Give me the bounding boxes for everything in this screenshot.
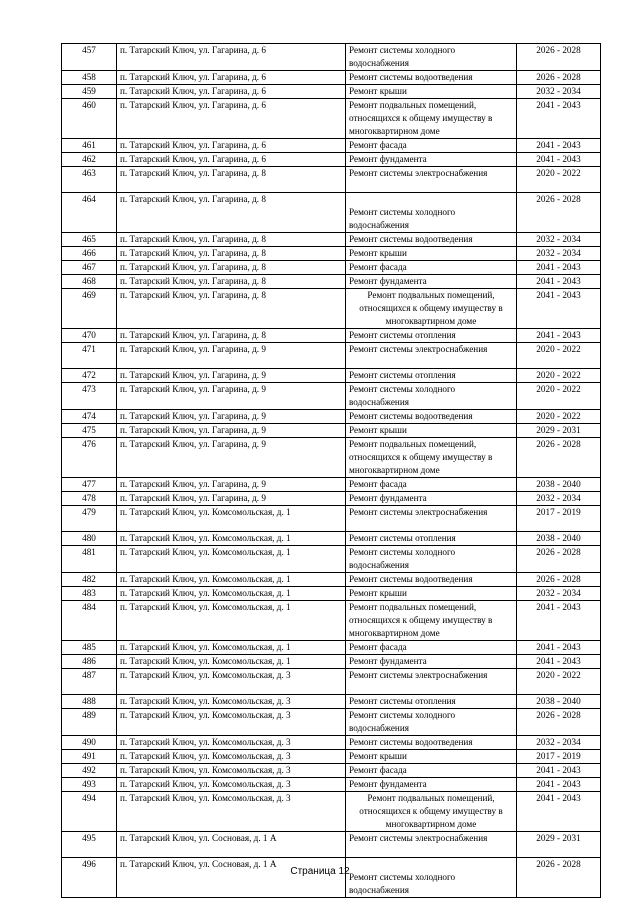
row-number: 466 (62, 247, 117, 261)
row-number: 483 (62, 587, 117, 601)
row-number: 479 (62, 506, 117, 532)
row-number: 490 (62, 736, 117, 750)
row-period: 2020 - 2022 (517, 669, 601, 695)
row-period: 2032 - 2034 (517, 233, 601, 247)
row-period: 2041 - 2043 (517, 99, 601, 139)
table-row (62, 85, 601, 99)
row-period: 2017 - 2019 (517, 506, 601, 532)
row-work-type: Ремонт системы электроснабжения (346, 167, 517, 193)
row-period: 2026 - 2028 (517, 709, 601, 736)
row-number: 460 (62, 99, 117, 139)
row-address: п. Татарский Ключ, ул. Комсомольская, д. 1 (117, 601, 346, 641)
row-period: 2032 - 2034 (517, 736, 601, 750)
row-work-type: Ремонт фундамента (346, 492, 517, 506)
row-address: п. Татарский Ключ, ул. Гагарина, д. 8 (117, 329, 346, 343)
table-row (62, 478, 601, 492)
row-number: 464 (62, 193, 117, 233)
row-number: 472 (62, 369, 117, 383)
row-number: 491 (62, 750, 117, 764)
row-period: 2041 - 2043 (517, 655, 601, 669)
row-work-type: Ремонт системы электроснабжения (346, 669, 517, 695)
table-row (62, 778, 601, 792)
row-period: 2029 - 2031 (517, 424, 601, 438)
table-row (62, 532, 601, 546)
page-number: Страница 12 (290, 866, 350, 877)
row-address: п. Татарский Ключ, ул. Гагарина, д. 9 (117, 369, 346, 383)
row-work-type: Ремонт подвальных помещений, относящихся к общему имуществу в многоквартирном доме (346, 438, 517, 478)
row-number: 470 (62, 329, 117, 343)
row-work-type: Ремонт фундамента (346, 655, 517, 669)
table-row (62, 261, 601, 275)
row-work-type: Ремонт фасада (346, 764, 517, 778)
row-period: 2026 - 2028 (517, 71, 601, 85)
table-row (62, 587, 601, 601)
row-period: 2041 - 2043 (517, 261, 601, 275)
row-address: п. Татарский Ключ, ул. Гагарина, д. 8 (117, 261, 346, 275)
row-address: п. Татарский Ключ, ул. Гагарина, д. 6 (117, 99, 346, 139)
row-period: 2032 - 2034 (517, 85, 601, 99)
row-period: 2041 - 2043 (517, 601, 601, 641)
row-work-type: Ремонт системы отопления (346, 532, 517, 546)
row-period: 2032 - 2034 (517, 247, 601, 261)
row-number: 459 (62, 85, 117, 99)
table-row (62, 153, 601, 167)
table-row (62, 99, 601, 139)
row-number: 488 (62, 695, 117, 709)
row-period: 2038 - 2040 (517, 695, 601, 709)
row-period: 2020 - 2022 (517, 167, 601, 193)
row-period: 2041 - 2043 (517, 792, 601, 832)
row-number: 477 (62, 478, 117, 492)
row-address: п. Татарский Ключ, ул. Комсомольская, д. 3 (117, 695, 346, 709)
table-row (62, 44, 601, 71)
row-address: п. Татарский Ключ, ул. Комсомольская, д. 1 (117, 641, 346, 655)
row-address: п. Татарский Ключ, ул. Гагарина, д. 9 (117, 410, 346, 424)
row-period: 2026 - 2028 (517, 193, 601, 233)
row-work-type: Ремонт фасада (346, 641, 517, 655)
table-row (62, 858, 601, 898)
row-work-type: Ремонт системы водоотведения (346, 736, 517, 750)
row-period: 2020 - 2022 (517, 383, 601, 410)
row-number: 473 (62, 383, 117, 410)
row-period: 2041 - 2043 (517, 764, 601, 778)
row-address: п. Татарский Ключ, ул. Комсомольская, д. 3 (117, 792, 346, 832)
row-address: п. Татарский Ключ, ул. Комсомольская, д. 1 (117, 532, 346, 546)
row-number: 480 (62, 532, 117, 546)
table-row (62, 669, 601, 695)
row-period: 2026 - 2028 (517, 573, 601, 587)
row-number: 496 (62, 858, 117, 898)
row-number: 469 (62, 289, 117, 329)
row-number: 493 (62, 778, 117, 792)
row-address: п. Татарский Ключ, ул. Гагарина, д. 8 (117, 167, 346, 193)
table-row (62, 736, 601, 750)
row-work-type: Ремонт системы холодного водоснабжения (346, 858, 517, 898)
row-work-type: Ремонт системы холодного водоснабжения (346, 383, 517, 410)
table-row (62, 709, 601, 736)
row-work-type: Ремонт крыши (346, 587, 517, 601)
works-table-body (62, 44, 601, 898)
row-work-type: Ремонт подвальных помещений, относящихся к общему имуществу в многоквартирном доме (346, 99, 517, 139)
row-work-type: Ремонт системы отопления (346, 695, 517, 709)
row-address: п. Татарский Ключ, ул. Гагарина, д. 9 (117, 383, 346, 410)
row-address: п. Татарский Ключ, ул. Сосновая, д. 1 А (117, 858, 346, 898)
row-period: 2026 - 2028 (517, 44, 601, 71)
row-period: 2020 - 2022 (517, 343, 601, 369)
row-number: 457 (62, 44, 117, 71)
row-address: п. Татарский Ключ, ул. Комсомольская, д. 3 (117, 750, 346, 764)
row-number: 468 (62, 275, 117, 289)
row-period: 2041 - 2043 (517, 641, 601, 655)
row-number: 489 (62, 709, 117, 736)
row-address: п. Татарский Ключ, ул. Комсомольская, д. 3 (117, 778, 346, 792)
row-address: п. Татарский Ключ, ул. Комсомольская, д. 1 (117, 655, 346, 669)
row-work-type: Ремонт крыши (346, 424, 517, 438)
row-period: 2041 - 2043 (517, 329, 601, 343)
row-address: п. Татарский Ключ, ул. Гагарина, д. 8 (117, 247, 346, 261)
row-number: 458 (62, 71, 117, 85)
row-number: 487 (62, 669, 117, 695)
row-address: п. Татарский Ключ, ул. Комсомольская, д. 1 (117, 587, 346, 601)
table-row (62, 233, 601, 247)
row-number: 475 (62, 424, 117, 438)
row-number: 485 (62, 641, 117, 655)
row-work-type: Ремонт крыши (346, 247, 517, 261)
row-number: 478 (62, 492, 117, 506)
row-number: 492 (62, 764, 117, 778)
row-number: 463 (62, 167, 117, 193)
works-table-container (61, 43, 601, 898)
row-number: 481 (62, 546, 117, 573)
table-row (62, 492, 601, 506)
row-address: п. Татарский Ключ, ул. Гагарина, д. 9 (117, 343, 346, 369)
row-work-type: Ремонт системы холодного водоснабжения (346, 193, 517, 233)
row-period: 2020 - 2022 (517, 369, 601, 383)
row-work-type: Ремонт системы электроснабжения (346, 832, 517, 858)
row-work-type: Ремонт подвальных помещений, относящихся к общему имуществу в многоквартирном доме (346, 792, 517, 832)
table-row (62, 167, 601, 193)
row-period: 2026 - 2028 (517, 438, 601, 478)
row-period: 2017 - 2019 (517, 750, 601, 764)
table-row (62, 369, 601, 383)
table-row (62, 641, 601, 655)
row-period: 2038 - 2040 (517, 532, 601, 546)
row-work-type: Ремонт системы электроснабжения (346, 506, 517, 532)
row-address: п. Татарский Ключ, ул. Комсомольская, д. 1 (117, 506, 346, 532)
row-period: 2032 - 2034 (517, 587, 601, 601)
row-address: п. Татарский Ключ, ул. Гагарина, д. 6 (117, 153, 346, 167)
row-address: п. Татарский Ключ, ул. Комсомольская, д. 3 (117, 709, 346, 736)
row-number: 482 (62, 573, 117, 587)
table-row (62, 247, 601, 261)
row-period: 2041 - 2043 (517, 778, 601, 792)
row-address: п. Татарский Ключ, ул. Комсомольская, д. 1 (117, 546, 346, 573)
row-number: 461 (62, 139, 117, 153)
row-work-type: Ремонт подвальных помещений, относящихся к общему имуществу в многоквартирном доме (346, 601, 517, 641)
row-period: 2041 - 2043 (517, 289, 601, 329)
row-number: 484 (62, 601, 117, 641)
row-address: п. Татарский Ключ, ул. Комсомольская, д. 3 (117, 669, 346, 695)
row-period: 2041 - 2043 (517, 139, 601, 153)
row-work-type: Ремонт системы водоотведения (346, 573, 517, 587)
row-number: 467 (62, 261, 117, 275)
row-address: п. Татарский Ключ, ул. Гагарина, д. 9 (117, 424, 346, 438)
row-address: п. Татарский Ключ, ул. Гагарина, д. 6 (117, 44, 346, 71)
row-address: п. Татарский Ключ, ул. Гагарина, д. 9 (117, 492, 346, 506)
table-row (62, 573, 601, 587)
table-row (62, 438, 601, 478)
row-address: п. Татарский Ключ, ул. Гагарина, д. 8 (117, 289, 346, 329)
row-work-type: Ремонт фундамента (346, 778, 517, 792)
row-address: п. Татарский Ключ, ул. Гагарина, д. 9 (117, 478, 346, 492)
row-work-type: Ремонт фасада (346, 139, 517, 153)
row-work-type: Ремонт системы отопления (346, 329, 517, 343)
row-period: 2026 - 2028 (517, 858, 601, 898)
row-work-type: Ремонт системы водоотведения (346, 71, 517, 85)
row-work-type: Ремонт крыши (346, 85, 517, 99)
table-row (62, 655, 601, 669)
table-row (62, 764, 601, 778)
table-row (62, 424, 601, 438)
row-number: 476 (62, 438, 117, 478)
table-row (62, 343, 601, 369)
row-address: п. Татарский Ключ, ул. Сосновая, д. 1 А (117, 832, 346, 858)
table-row (62, 506, 601, 532)
row-work-type: Ремонт системы холодного водоснабжения (346, 709, 517, 736)
row-work-type: Ремонт фасада (346, 261, 517, 275)
row-address: п. Татарский Ключ, ул. Гагарина, д. 8 (117, 193, 346, 233)
row-period: 2032 - 2034 (517, 492, 601, 506)
row-work-type: Ремонт подвальных помещений, относящихся к общему имуществу в многоквартирном доме (346, 289, 517, 329)
table-row (62, 275, 601, 289)
row-number: 471 (62, 343, 117, 369)
row-work-type: Ремонт системы водоотведения (346, 410, 517, 424)
row-address: п. Татарский Ключ, ул. Гагарина, д. 6 (117, 71, 346, 85)
table-row (62, 410, 601, 424)
row-period: 2041 - 2043 (517, 153, 601, 167)
row-work-type: Ремонт фасада (346, 478, 517, 492)
table-row (62, 383, 601, 410)
row-number: 474 (62, 410, 117, 424)
row-period: 2026 - 2028 (517, 546, 601, 573)
row-period: 2029 - 2031 (517, 832, 601, 858)
table-row (62, 71, 601, 85)
row-number: 494 (62, 792, 117, 832)
table-row (62, 139, 601, 153)
row-address: п. Татарский Ключ, ул. Гагарина, д. 8 (117, 233, 346, 247)
row-work-type: Ремонт системы отопления (346, 369, 517, 383)
table-row (62, 750, 601, 764)
row-address: п. Татарский Ключ, ул. Гагарина, д. 8 (117, 275, 346, 289)
table-row (62, 193, 601, 233)
row-work-type: Ремонт фундамента (346, 275, 517, 289)
row-work-type: Ремонт системы водоотведения (346, 233, 517, 247)
row-work-type: Ремонт системы холодного водоснабжения (346, 44, 517, 71)
row-number: 462 (62, 153, 117, 167)
table-row (62, 601, 601, 641)
row-work-type: Ремонт фундамента (346, 153, 517, 167)
table-row (62, 329, 601, 343)
row-address: п. Татарский Ключ, ул. Комсомольская, д. 1 (117, 573, 346, 587)
row-number: 465 (62, 233, 117, 247)
table-row (62, 832, 601, 858)
row-number: 486 (62, 655, 117, 669)
works-table (61, 43, 601, 898)
row-work-type: Ремонт системы холодного водоснабжения (346, 546, 517, 573)
row-period: 2041 - 2043 (517, 275, 601, 289)
row-address: п. Татарский Ключ, ул. Гагарина, д. 6 (117, 85, 346, 99)
table-row (62, 289, 601, 329)
row-number: 495 (62, 832, 117, 858)
row-work-type: Ремонт системы электроснабжения (346, 343, 517, 369)
row-period: 2038 - 2040 (517, 478, 601, 492)
row-period: 2020 - 2022 (517, 410, 601, 424)
table-row (62, 792, 601, 832)
row-address: п. Татарский Ключ, ул. Комсомольская, д. 3 (117, 764, 346, 778)
table-row (62, 695, 601, 709)
table-row (62, 546, 601, 573)
row-address: п. Татарский Ключ, ул. Гагарина, д. 9 (117, 438, 346, 478)
row-address: п. Татарский Ключ, ул. Комсомольская, д. 3 (117, 736, 346, 750)
row-address: п. Татарский Ключ, ул. Гагарина, д. 6 (117, 139, 346, 153)
row-work-type: Ремонт крыши (346, 750, 517, 764)
